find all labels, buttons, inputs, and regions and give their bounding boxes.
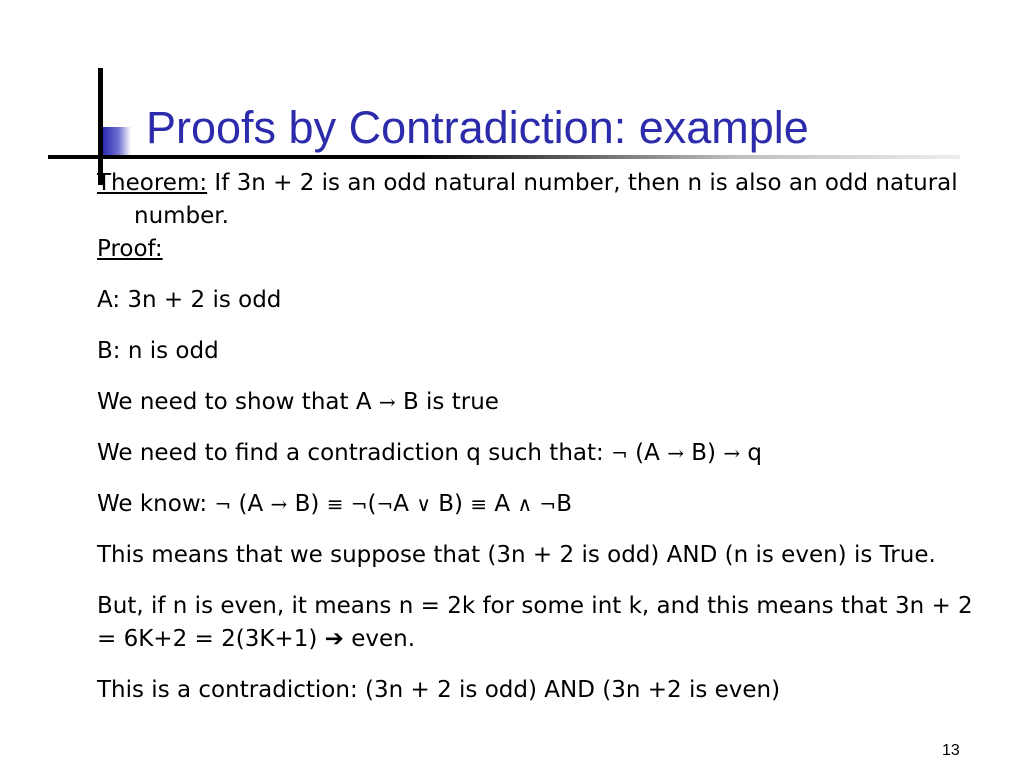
equivalence-text: We know:: [97, 491, 215, 517]
contradiction-goal-part: B): [683, 440, 724, 466]
equivalence-part: A: [487, 491, 518, 517]
equivalence-part: (A: [231, 491, 271, 517]
contradiction-goal: [97, 437, 997, 470]
not-symbol: ¬: [350, 492, 368, 516]
not-symbol: ¬: [376, 492, 394, 516]
equivalence-part: A: [393, 491, 417, 517]
equivalence-part: (: [367, 491, 377, 517]
equivalent-symbol: ≡: [470, 492, 488, 516]
or-symbol: ∨: [416, 492, 431, 516]
proof-label: Proof:: [97, 236, 163, 262]
equivalence-space: [343, 491, 350, 517]
goal-text: We need to show that A: [97, 389, 379, 415]
theorem-statement: [97, 167, 997, 233]
even-case-text: But, if n is even, it means n = 2k for some int k, and this means that 3n + 2 = 6K+2 = 2(3K+1): [97, 593, 973, 652]
goal-text-end: B is true: [395, 389, 499, 415]
conclusion-line: This is a contradiction: (3n + 2 is odd) AND (3n +2 is even): [97, 677, 781, 703]
contradiction-goal-end: q: [740, 440, 763, 466]
even-case-end: even.: [343, 626, 416, 652]
slide-body: [97, 167, 997, 707]
contradiction-goal-part: (A: [627, 440, 668, 466]
theorem-text: If 3n + 2 is an odd natural number, then n is also an odd natural number.: [134, 170, 958, 229]
implies-symbol: →: [270, 492, 288, 516]
contradiction-goal-text: We need to find a contradiction q such that:: [97, 440, 612, 466]
not-symbol: ¬: [539, 492, 557, 516]
equivalence-part: B): [430, 491, 471, 517]
definition-a: A: 3n + 2 is odd: [97, 287, 282, 313]
title-ornament-square: [103, 127, 131, 155]
arrow-right-icon: ➔: [324, 626, 344, 652]
implies-symbol: →: [378, 390, 396, 414]
implies-symbol: →: [667, 441, 684, 465]
supposition-line: This means that we suppose that (3n + 2 is odd) AND (n is even) is True.: [97, 542, 936, 568]
implies-symbol: →: [723, 441, 741, 465]
not-symbol: ¬: [214, 492, 232, 516]
equivalence-part: B): [287, 491, 327, 517]
and-symbol: ∧: [517, 492, 533, 516]
page-number: 13: [942, 742, 960, 759]
not-symbol: ¬: [611, 441, 628, 465]
goal-statement: [97, 386, 997, 419]
equivalent-symbol: ≡: [326, 492, 344, 516]
definition-b: B: n is odd: [97, 338, 219, 364]
theorem-label: Theorem:: [97, 170, 208, 196]
equivalence-end: B: [556, 491, 572, 517]
slide-title: Proofs by Contradiction: example: [146, 102, 809, 153]
even-case-line: [97, 590, 997, 656]
equivalence-line: [97, 488, 997, 521]
proof-heading: [97, 233, 997, 266]
